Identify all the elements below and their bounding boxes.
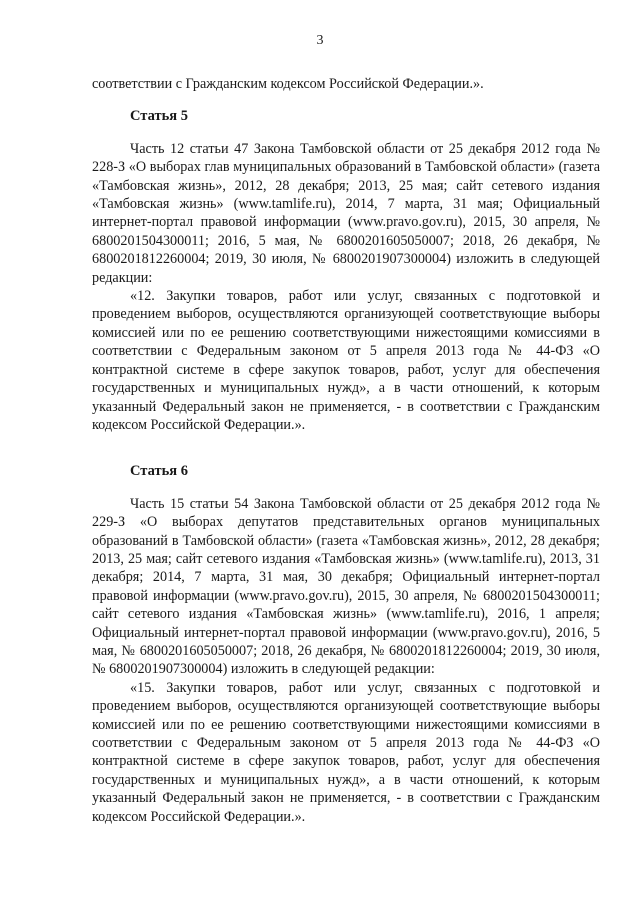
article-5-paragraph-2: «12. Закупки товаров, работ или услуг, связанных с подготовкой и проведением выборов, осуществляются организующей соответствующие выборы комиссией или по ее решению соответствующими нижестоящими комиссиями в соответствии с Федеральным законом от 5 апреля 2013 года № 44-ФЗ «О контрактной системе в сфере закупок товаров, работ, услуг для обеспечения государственных и муниципальных нужд», а в части отношений, к которым указанный Федеральный закон не применяется, - в соответствии с Гражданским кодексом Российской Федерации.».	[92, 288, 600, 433]
article-6-heading: Статья 6	[130, 463, 188, 480]
article-5-heading: Статья 5	[130, 108, 188, 125]
article-6-paragraph-2: «15. Закупки товаров, работ или услуг, связанных с подготовкой и проведением выборов, осуществляются организующей соответствующие выборы комиссией или по ее решению соответствующими нижестоящими комиссиями в соответствии с Федеральным законом от 5 апреля 2013 года № 44-ФЗ «О контрактной системе в сфере закупок товаров, работ, услуг для обеспечения государственных и муниципальных нужд», а в части отношений, к которым указанный Федеральный закон не применяется, - в соответствии с Гражданским кодексом Российской Федерации.».	[92, 679, 600, 825]
article-5-paragraph-1: Часть 12 статьи 47 Закона Тамбовской области от 25 декабря 2012 года № 228-З «О выборах глав муниципальных образований в Тамбовской области» (газета «Тамбовская жизнь», 2012, 28 декабря; 2013, 25 мая; сайт сетевого издания «Тамбовская жизнь» (www.tamlife.ru), 2014, 7 марта, 31 мая; Официальный интернет-портал правовой информации (www.pravo.gov.ru), 2015, 30 апреля, № 6800201504300011; 2016, 5 мая, № 6800201605050007; 2018, 26 декабря, № 6800201812260004; 2019, 30 июля, № 6800201907300004) изложить в следующей редакции:	[92, 140, 600, 286]
article-6-paragraph-1: Часть 15 статьи 54 Закона Тамбовской области от 25 декабря 2012 года № 229-З «О выборах депутатов представительных органов муниципальных образований в Тамбовской области» (газета «Тамбовская жизнь», 2012, 28 декабря; 2013, 25 мая; сайт сетевого издания «Тамбовская жизнь» (www.tamlife.ru), 2013, 31 декабря; 2014, 7 марта, 31 мая, 30 декабря; Официальный интернет-портал правовой информации (www.pravo.gov.ru), 2015, 30 апреля, № 6800201504300011; сайт сетевого издания «Тамбовская жизнь» (www.tamlife.ru), 2016, 1 апреля; Официальный интернет-портал правовой информации (www.pravo.gov.ru), 2016, 5 мая, № 6800201605050007; 2018, 26 декабря, № 6800201812260004; 2019, 30 июля, № 6800201907300004) изложить в следующей редакции:	[92, 495, 600, 678]
page-number: 3	[316, 33, 324, 48]
continuation-text: соответствии с Гражданским кодексом Российской Федерации.».	[92, 76, 484, 92]
document-body	[92, 75, 600, 826]
